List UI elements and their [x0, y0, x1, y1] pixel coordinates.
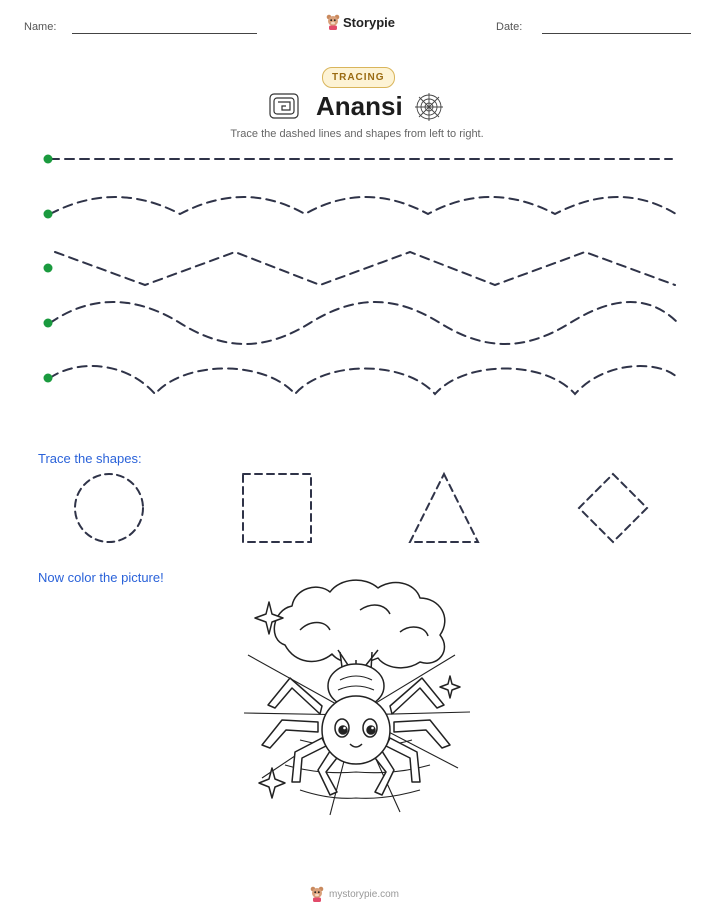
name-label: Name:	[24, 21, 57, 33]
bear-icon	[310, 886, 324, 902]
sparkle-icon	[440, 676, 460, 698]
footer-url[interactable]: mystorypie.com	[329, 888, 400, 900]
shapes-section-label: Trace the shapes:	[38, 451, 142, 466]
instruction-text: Trace the dashed lines and shapes from left to right.	[230, 128, 484, 140]
spider-head	[322, 696, 390, 764]
brand-name: Storypie	[343, 14, 396, 30]
date-label: Date:	[496, 21, 523, 33]
coloring-section-label: Now color the picture!	[38, 570, 164, 585]
sparkle-icon	[259, 768, 285, 798]
footer	[310, 886, 399, 902]
page-title: Anansi	[316, 91, 403, 121]
tracing-badge: TRACING	[322, 67, 395, 88]
